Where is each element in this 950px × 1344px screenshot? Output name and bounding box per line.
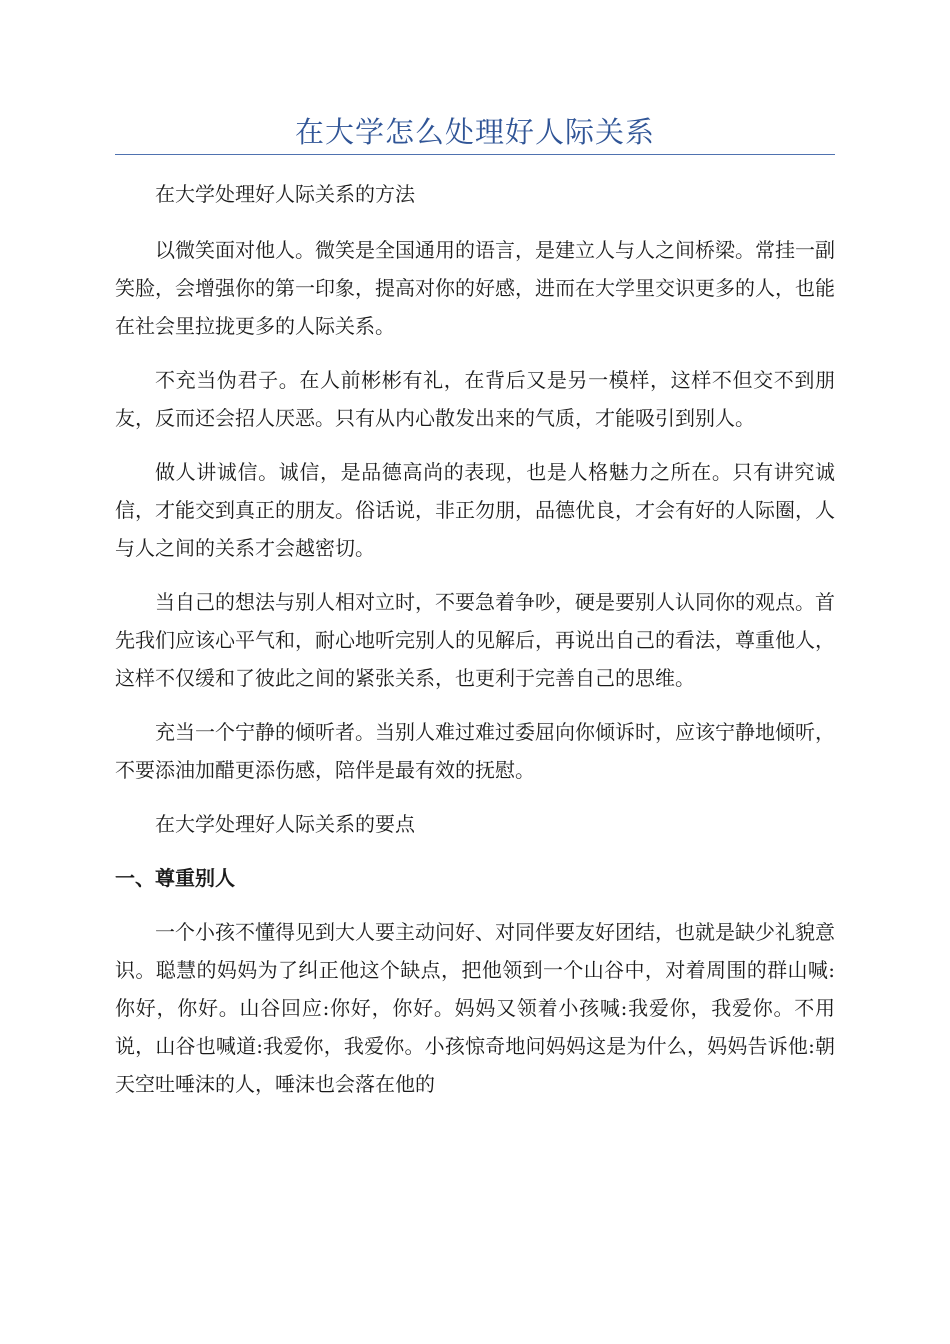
paragraph-disagreement: 当自己的想法与别人相对立时，不要急着争吵，硬是要别人认同你的观点。首先我们应该心平气和，耐心地听完别人的见解后，再说出自己的看法，尊重他人，这样不仅缓和了彼此之间的紧张关系，也更利于完善自己的思维。: [115, 590, 835, 690]
section-heading-respect: 一、尊重别人: [115, 866, 235, 890]
paragraph-respect-story: 一个小孩不懂得见到大人要主动问好、对同伴要友好团结，也就是缺少礼貌意识。聪慧的妈妈为了纠正他这个缺点，把他领到一个山谷中，对着周围的群山喊:你好，你好。山谷回应:你好，你好。妈妈又领着小孩喊:我爱你，我爱你。不用说，山谷也喊道:我爱你，我爱你。小孩惊奇地问妈妈这是为什么，妈妈告诉他:朝天空吐唾沫的人，唾沫也会落在他的: [115, 920, 835, 1096]
paragraph-smile: 以微笑面对他人。微笑是全国通用的语言，是建立人与人之间桥梁。常挂一副笑脸，会增强你的第一印象，提高对你的好感，进而在大学里交识更多的人，也能在社会里拉拢更多的人际关系。: [115, 238, 835, 338]
document-title: 在大学怎么处理好人际关系: [294, 115, 655, 149]
title-underline: [115, 154, 835, 155]
subheading-methods: 在大学处理好人际关系的方法: [155, 182, 415, 206]
paragraph-no-hypocrite: 不充当伪君子。在人前彬彬有礼，在背后又是另一模样，这样不但交不到朋友，反而还会招人厌恶。只有从内心散发出来的气质，才能吸引到别人。: [115, 368, 835, 430]
document-page: [115, 0, 835, 1103]
paragraph-integrity: 做人讲诚信。诚信，是品德高尚的表现，也是人格魅力之所在。只有讲究诚信，才能交到真正的朋友。俗话说，非正勿朋，品德优良，才会有好的人际圈，人与人之间的关系才会越密切。: [115, 460, 835, 560]
subheading-key-points: 在大学处理好人际关系的要点: [155, 812, 415, 836]
paragraph-listener: 充当一个宁静的倾听者。当别人难过难过委屈向你倾诉时，应该宁静地倾听，不要添油加醋更添伤感，陪伴是最有效的抚慰。: [115, 720, 835, 782]
